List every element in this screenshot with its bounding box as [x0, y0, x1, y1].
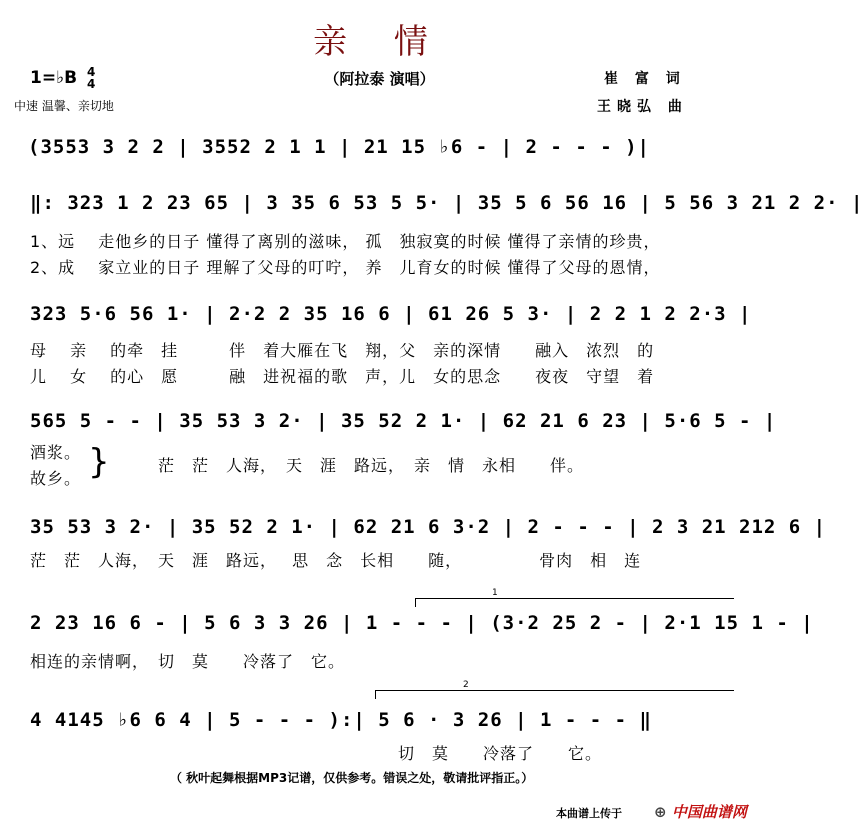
time-signature: 4 4 — [86, 65, 96, 91]
score-row-6-notes: 2 23 16 6 - | 5 6 3 3 26 | 1 - - - | (3·2 25 2 - | 2·1 15 1 - | — [30, 612, 814, 634]
lyric-row-4-verse-2: 故乡。 — [30, 469, 82, 488]
lyric-row-3-verse-1: 母 亲 的牵 挂 伴 着大雁在飞 翔，父 亲的深情 融入 浓烈 的 — [30, 341, 655, 360]
volta-2-bracket — [375, 690, 734, 699]
lyric-row-2-verse-1: 1、远 走他乡的日子 懂得了离别的滋味， 孤 独寂寞的时候 懂得了亲情的珍贵， — [30, 232, 661, 251]
lyric-row-6: 相连的亲情啊， 切 莫 冷落了 它。 — [30, 652, 346, 671]
transcription-note: （ 秋叶起舞根据MP3记谱，仅供参考。错误之处，敬请批评指正。） — [170, 771, 534, 785]
logo-mark-icon: ⊕ — [654, 803, 667, 821]
score-row-5-notes: 35 53 3 2· | 35 52 2 1· | 62 21 6 3·2 | 2 - - - | 2 3 21 212 6 | — [30, 516, 827, 538]
lyric-row-2-verse-2: 2、成 家立业的日子 理解了父母的叮咛， 养 儿育女的时候 懂得了父母的恩情， — [30, 258, 661, 277]
score-row-7-notes: 4 4145 ♭6 6 4 | 5 - - - ):| 5 6 · 3 26 | 1 - - - ‖ — [30, 709, 652, 731]
logo-text: 中国曲谱网 — [671, 803, 747, 821]
volta-1-label: 1 — [492, 588, 498, 598]
lyric-row-7: 切 莫 冷落了 它。 — [398, 744, 603, 763]
upload-label: 本曲谱上传于 — [556, 807, 622, 820]
verse-brace: } — [88, 442, 110, 482]
score-row-1-notes: (3553 3 2 2 | 3552 2 1 1 | 21 15 ♭6 - | 2 - - - )| — [28, 136, 650, 158]
refrain-lyric: 茫 茫 人海， 天 涯 路远， 亲 情 永相 伴。 — [158, 456, 585, 475]
score-row-2-notes: ‖: 323 1 2 23 65 | 3 35 6 53 5 5· | 35 5 6 56 16 | 5 56 3 21 2 2· | — [30, 192, 863, 214]
lyric-row-5: 茫 茫 人海， 天 涯 路远， 思 念 长相 随， 骨肉 相 连 — [30, 551, 642, 570]
performer-subtitle: （阿拉泰 演唱） — [324, 70, 435, 88]
lyricist-credit: 崔 富 词 — [604, 71, 686, 87]
site-logo — [654, 801, 747, 822]
lyric-row-3-verse-2: 儿 女 的心 愿 融 进祝福的歌 声，儿 女的思念 夜夜 守望 着 — [30, 367, 655, 386]
song-title: 亲 情 — [313, 22, 446, 62]
volta-2-label: 2 — [463, 680, 469, 690]
score-row-3-notes: 323 5·6 56 1· | 2·2 2 35 16 6 | 61 26 5 3· | 2 2 1 2 2·3 | — [30, 303, 752, 325]
volta-1-bracket — [415, 598, 734, 607]
score-row-4-notes: 565 5 - - | 35 53 3 2· | 35 52 2 1· | 62 21 6 23 | 5·6 5 - | — [30, 410, 777, 432]
lyric-row-4-verse-1: 酒浆。 — [30, 443, 82, 462]
tempo-marking: 中速 温馨、亲切地 — [14, 99, 114, 113]
composer-credit: 王晓弘 曲 — [597, 99, 688, 115]
key-text: 1=♭B — [30, 68, 78, 88]
key-signature — [30, 66, 95, 90]
